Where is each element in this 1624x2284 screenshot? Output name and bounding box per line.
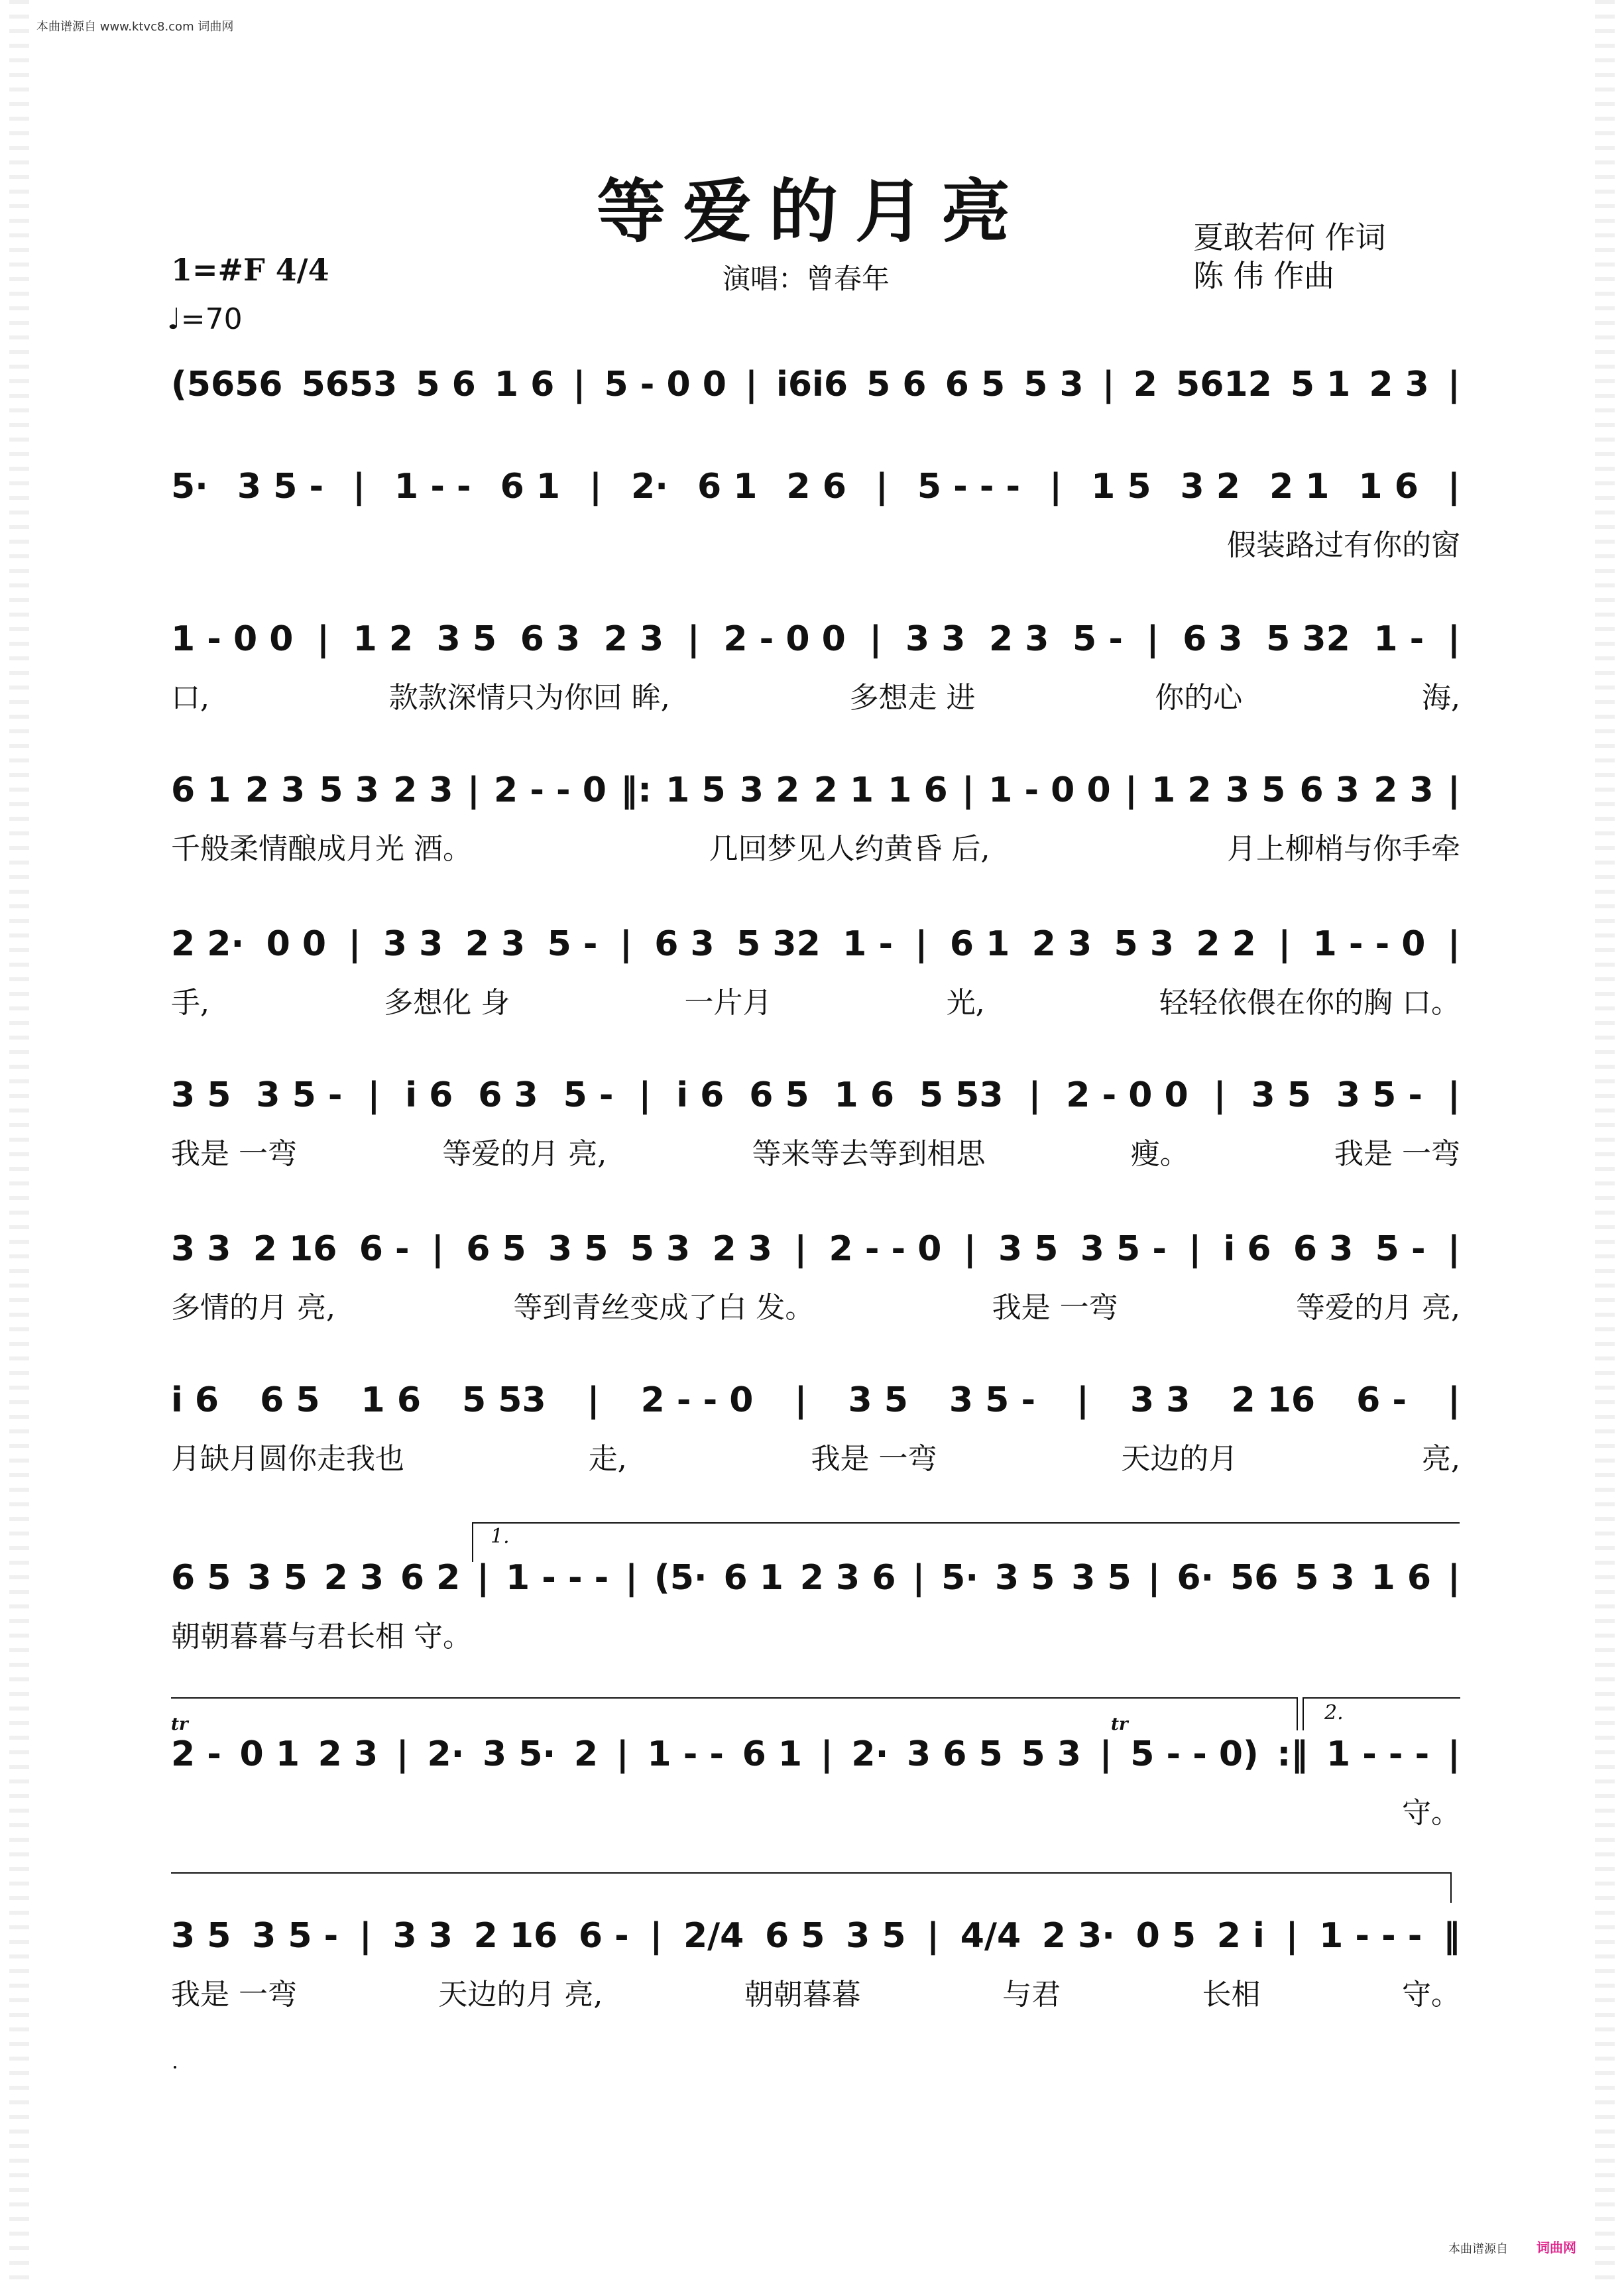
- lyric-segment: 走,: [588, 1442, 627, 1476]
- note-group: 5 32: [736, 924, 821, 964]
- song-title: 等爱的月亮: [596, 170, 1027, 252]
- barline: |: [625, 1558, 638, 1598]
- note-group: 3 5: [998, 1229, 1059, 1269]
- note-group: (5·: [654, 1558, 707, 1598]
- lyric-segment: 守。: [1402, 1796, 1460, 1830]
- note-group: 2 3 6: [799, 1558, 896, 1598]
- footer-brand-link[interactable]: 词曲网: [1537, 2240, 1576, 2255]
- note-group: 2 - - 0: [494, 770, 607, 810]
- barline: |: [348, 924, 361, 964]
- note-group: 6 3: [478, 1075, 538, 1115]
- barline: |: [589, 467, 603, 507]
- barline: |: [915, 924, 928, 964]
- note-group: 2·: [427, 1734, 465, 1774]
- note-group: 2/4: [683, 1916, 744, 1956]
- note-group: i6i6: [776, 365, 848, 404]
- lyrics-row: [171, 979, 1460, 1021]
- lyrics-row: [171, 419, 1460, 461]
- composer-credit: 陈 伟 作曲: [1193, 258, 1335, 294]
- note-group: 1 - - -: [1319, 1916, 1422, 1956]
- note-group: 1 6: [1358, 467, 1419, 507]
- note-group: 2·: [631, 467, 668, 507]
- note-group: 6 5: [466, 1229, 526, 1269]
- note-group: 3 5·: [483, 1734, 556, 1774]
- note-group: 1 2: [1151, 770, 1212, 810]
- barline: |: [794, 1380, 807, 1420]
- barline: |: [1447, 619, 1460, 659]
- barline: |: [687, 619, 700, 659]
- lyrics-row: [171, 1284, 1460, 1326]
- note-group: 2 6: [786, 467, 846, 507]
- barline: :‖: [1277, 1734, 1308, 1774]
- note-group: 2 3: [323, 1558, 384, 1598]
- note-group: 6 -: [578, 1916, 629, 1956]
- barline: ‖: [1442, 1916, 1460, 1956]
- trill-mark: tr: [171, 1714, 188, 1734]
- lyric-segment: 我是 一弯: [1334, 1137, 1460, 1171]
- note-group: 1 5: [1091, 467, 1151, 507]
- lyric-segment: 朝朝暮暮与君长相 守。: [171, 1620, 472, 1653]
- note-group: 3 2: [739, 770, 800, 810]
- score-line-6: [171, 1069, 1460, 1201]
- note-group: 5612: [1176, 365, 1272, 404]
- lyric-segment: 月缺月圆你走我也: [171, 1442, 404, 1476]
- note-group: 6 5: [764, 1916, 825, 1956]
- lyric-segment: 千般柔情酿成月光 酒。: [171, 832, 472, 866]
- tempo-marking: ♩=70: [167, 302, 243, 336]
- note-group: 3 5: [171, 1075, 231, 1115]
- volta-2-label: 2.: [1324, 1701, 1344, 1724]
- note-group: 3 5: [436, 619, 497, 659]
- barline: |: [1102, 365, 1115, 404]
- note-group: 6 5: [171, 1558, 231, 1598]
- note-group: 1 - 0 0: [171, 619, 294, 659]
- note-group: 2 3: [1369, 365, 1429, 404]
- note-group: 2 3: [465, 924, 526, 964]
- notes-row: [171, 1374, 1460, 1427]
- note-group: 2 3·: [1041, 1916, 1116, 1956]
- notes-row: [171, 613, 1460, 666]
- score-line-10: [171, 1728, 1460, 1860]
- lyric-segment: 一片月: [684, 986, 772, 1020]
- note-group: 3 5: [1251, 1075, 1311, 1115]
- barline: |: [875, 467, 888, 507]
- notes-row: [171, 460, 1460, 513]
- barline: |: [1285, 1916, 1299, 1956]
- note-group: 56: [1230, 1558, 1279, 1598]
- note-group: 3 5: [247, 1558, 308, 1598]
- note-group: 2 - 0 0: [1066, 1075, 1189, 1115]
- lyric-segment: 天边的月 亮,: [438, 1978, 603, 2012]
- barline: |: [317, 619, 330, 659]
- lyric-segment: 手,: [171, 986, 209, 1020]
- note-group: 5 3: [1021, 1734, 1081, 1774]
- note-group: 6 3: [1183, 619, 1243, 659]
- note-group: 3 6 5: [907, 1734, 1003, 1774]
- note-group: 0 1: [239, 1734, 300, 1774]
- note-group: 2 2·: [171, 924, 245, 964]
- note-group: 3 3: [171, 1229, 231, 1269]
- barline: |: [359, 1916, 372, 1956]
- barline: |: [1028, 1075, 1041, 1115]
- note-group: 5 3: [319, 770, 379, 810]
- note-group: 6 1: [500, 467, 561, 507]
- lyric-segment: 假装路过有你的窗: [1227, 528, 1460, 562]
- barline: |: [927, 1916, 940, 1956]
- volta-1-end-mark: [1297, 1697, 1298, 1730]
- note-group: 5 3: [630, 1229, 691, 1269]
- note-group: 5 1: [1290, 365, 1351, 404]
- note-group: 2 16: [473, 1916, 558, 1956]
- note-group: 5·: [171, 467, 208, 507]
- note-group: 3 5: [994, 1558, 1055, 1598]
- note-group: 1 - -: [394, 467, 471, 507]
- lyric-segment: 多想化 身: [384, 986, 510, 1020]
- note-group: 3 3: [382, 924, 443, 964]
- lyrics-row: [171, 674, 1460, 716]
- note-group: 5 - 0 0: [604, 365, 726, 404]
- note-group: 2 3: [603, 619, 664, 659]
- note-group: i 6: [171, 1380, 219, 1420]
- barline: |: [744, 365, 758, 404]
- page-right-edge-decoration: [1595, 0, 1615, 2284]
- note-group: 5 -: [547, 924, 598, 964]
- note-group: 2 - 0 0: [723, 619, 846, 659]
- note-group: 2: [573, 1734, 599, 1774]
- barline: |: [794, 1229, 807, 1269]
- note-group: 4/4: [960, 1916, 1021, 1956]
- lyric-segment: 我是 一弯: [811, 1442, 937, 1476]
- footer-source: 本曲谱源自: [1448, 2242, 1508, 2256]
- note-group: 2 3: [245, 770, 306, 810]
- trill-mark-2: tr: [1111, 1714, 1128, 1734]
- lyric-segment: 多情的月 亮,: [171, 1291, 335, 1325]
- barline: |: [477, 1558, 490, 1598]
- note-group: 3 5 -: [256, 1075, 343, 1115]
- barline: |: [573, 365, 586, 404]
- note-group: 1 - 0 0: [988, 770, 1111, 810]
- barline: |: [1447, 924, 1460, 964]
- barline: |: [431, 1229, 444, 1269]
- note-group: 6 3: [1293, 1229, 1354, 1269]
- notes-row: [171, 1551, 1460, 1604]
- score-line-7: [171, 1223, 1460, 1355]
- note-group: 5 6: [416, 365, 476, 404]
- lyrics-row: [171, 1970, 1460, 2013]
- lyric-segment: 款款深情只为你回 眸,: [388, 681, 670, 715]
- note-group: 3 5 -: [1080, 1229, 1167, 1269]
- note-group: 3 5 -: [1336, 1075, 1422, 1115]
- note-group: 3 5 -: [252, 1916, 339, 1956]
- lyric-segment: 朝朝暮暮: [744, 1978, 861, 2012]
- note-group: 3 5: [846, 1916, 906, 1956]
- note-group: 2 16: [253, 1229, 337, 1269]
- lyric-segment: 光,: [946, 986, 985, 1020]
- barline: |: [1213, 1075, 1226, 1115]
- lyric-segment: 等来等去等到相思: [752, 1137, 986, 1171]
- note-group: 2: [1133, 365, 1157, 404]
- lyric-segment: 我是 一弯: [171, 1137, 297, 1171]
- note-group: 1 - - -: [1326, 1734, 1430, 1774]
- score-line-3: [171, 613, 1460, 745]
- score-line-9: [171, 1551, 1460, 1684]
- note-group: 0 5: [1135, 1916, 1196, 1956]
- barline: |: [638, 1075, 652, 1115]
- note-group: 2 3: [393, 770, 453, 810]
- lyric-segment: 瘦。: [1130, 1137, 1189, 1171]
- note-group: 5 -: [563, 1075, 614, 1115]
- note-group: (5656: [171, 365, 283, 404]
- lyric-segment: 长相: [1202, 1978, 1261, 2012]
- lyric-segment: 等爱的月 亮,: [1296, 1291, 1460, 1325]
- barline: ‖:: [620, 770, 652, 810]
- volta-1-bracket: [472, 1522, 1460, 1524]
- notes-row: [171, 1069, 1460, 1122]
- notes-row: [171, 358, 1460, 411]
- barline: |: [1146, 619, 1159, 659]
- note-group: 6 2: [400, 1558, 461, 1598]
- key-signature: 1=#F 4/4: [171, 252, 329, 288]
- note-group: 1 6: [361, 1380, 422, 1420]
- lyric-segment: 天边的月: [1121, 1442, 1238, 1476]
- lyric-segment: 等到青丝变成了白 发。: [513, 1291, 815, 1325]
- score-line-2: [171, 460, 1460, 593]
- barline: |: [1447, 1380, 1460, 1420]
- barline: |: [1147, 1558, 1161, 1598]
- note-group: 2 2: [1196, 924, 1256, 964]
- barline: |: [1447, 1229, 1460, 1269]
- note-group: 6 5: [749, 1075, 809, 1115]
- note-group: 6 -: [1356, 1380, 1407, 1420]
- note-group: 5653: [301, 365, 398, 404]
- note-group: 3 5: [1225, 770, 1286, 810]
- note-group: 0 0: [266, 924, 327, 964]
- barline: |: [367, 1075, 380, 1115]
- note-group: 2 3: [1373, 770, 1434, 810]
- note-group: i 6: [1223, 1229, 1271, 1269]
- note-group: 3 5 -: [237, 467, 324, 507]
- barline: |: [1076, 1380, 1090, 1420]
- note-group: 2 3: [1031, 924, 1092, 964]
- note-group: 5·: [941, 1558, 979, 1598]
- barline: |: [1124, 770, 1137, 810]
- note-group: 5 - - 0): [1130, 1734, 1259, 1774]
- note-group: 6 1: [697, 467, 758, 507]
- volta-1-continuation: [171, 1697, 1298, 1699]
- barline: |: [587, 1380, 600, 1420]
- note-group: 5 53: [919, 1075, 1004, 1115]
- note-group: 2 3: [318, 1734, 378, 1774]
- note-group: 1 - - -: [506, 1558, 609, 1598]
- note-group: 2 1: [813, 770, 874, 810]
- lyric-segment: 轻轻依偎在你的胸 口。: [1159, 986, 1460, 1020]
- final-bracket-end-mark: [1450, 1872, 1452, 1903]
- lyrics-row: [171, 1612, 1460, 1655]
- singer-credit: 演唱：曾春年: [723, 263, 890, 295]
- note-group: 6 1: [171, 770, 231, 810]
- note-group: 1 2: [353, 619, 414, 659]
- note-group: i 6: [676, 1075, 725, 1115]
- note-group: 3 5: [548, 1229, 609, 1269]
- note-group: 1 6: [1371, 1558, 1432, 1598]
- lyric-segment: 海,: [1421, 681, 1460, 715]
- volta-1-label: 1.: [491, 1525, 510, 1548]
- lyric-segment: 等爱的月 亮,: [442, 1137, 607, 1171]
- note-group: 2 1: [1269, 467, 1330, 507]
- barline: |: [1278, 924, 1291, 964]
- note-group: 3 5 -: [949, 1380, 1036, 1420]
- note-group: 6 3: [520, 619, 581, 659]
- notes-row: [171, 918, 1460, 971]
- note-group: 5 6: [866, 365, 927, 404]
- note-group: 6 3: [654, 924, 715, 964]
- note-group: 2 3: [989, 619, 1049, 659]
- lyric-segment: 我是 一弯: [992, 1291, 1118, 1325]
- note-group: 6 5: [945, 365, 1006, 404]
- note-group: 3 3: [905, 619, 966, 659]
- note-group: 5 3: [1295, 1558, 1355, 1598]
- note-group: 5 -: [1375, 1229, 1426, 1269]
- note-group: 3 3: [392, 1916, 453, 1956]
- lyric-segment: 几回梦见人约黄昏 后,: [709, 832, 990, 866]
- notes-row: [171, 764, 1460, 817]
- barline: |: [963, 1229, 976, 1269]
- lyric-segment: 我是 一弯: [171, 1978, 297, 2012]
- lyrics-row: [171, 1789, 1460, 1831]
- note-group: 6 5: [260, 1380, 320, 1420]
- barline: |: [1049, 467, 1063, 507]
- note-group: 2 - - 0: [640, 1380, 754, 1420]
- note-group: 5 3: [1023, 365, 1084, 404]
- barline: |: [1447, 365, 1460, 404]
- note-group: 6·: [1177, 1558, 1214, 1598]
- lyricist-credit: 夏敢若何 作词: [1193, 219, 1386, 255]
- lyric-segment: 多想走 进: [849, 681, 976, 715]
- lyric-segment: 守。: [1401, 1978, 1460, 2012]
- note-group: 2 3: [712, 1229, 772, 1269]
- notes-row: [171, 1909, 1460, 1962]
- score-line-11: [171, 1909, 1460, 2042]
- note-group: 1 -: [1373, 619, 1424, 659]
- barline: |: [396, 1734, 409, 1774]
- lyrics-row: [171, 825, 1460, 867]
- barline: |: [820, 1734, 833, 1774]
- volta-2-bracket: [1303, 1697, 1460, 1699]
- score-line-8: [171, 1374, 1460, 1506]
- final-bracket-line: [171, 1872, 1452, 1874]
- note-group: 3 5: [1071, 1558, 1131, 1598]
- note-group: 6 1: [742, 1734, 803, 1774]
- volta-2-start-mark: [1303, 1697, 1304, 1730]
- barline: |: [961, 770, 974, 810]
- note-group: 2 16: [1231, 1380, 1316, 1420]
- note-group: 2·: [851, 1734, 889, 1774]
- note-group: 3 5: [171, 1916, 231, 1956]
- note-group: 1 - - 0: [1312, 924, 1426, 964]
- note-group: 3 5: [848, 1380, 908, 1420]
- barline: |: [650, 1916, 663, 1956]
- barline: |: [1447, 1734, 1460, 1774]
- page-left-edge-decoration: [9, 0, 29, 2284]
- lyric-segment: 亮,: [1422, 1442, 1460, 1476]
- barline: |: [467, 770, 480, 810]
- barline: |: [1099, 1734, 1112, 1774]
- lyric-segment: 月上柳梢与你手牵: [1226, 832, 1460, 866]
- note-group: 5 3: [1114, 924, 1174, 964]
- lyric-segment: 与君: [1002, 1978, 1061, 2012]
- note-group: 2 - - 0: [829, 1229, 942, 1269]
- lyrics-row: [171, 1130, 1460, 1172]
- barline: |: [1447, 1075, 1460, 1115]
- score-line-4: [171, 764, 1460, 896]
- barline: |: [1447, 1558, 1460, 1598]
- note-group: 1 5: [666, 770, 726, 810]
- note-group: 2 i: [1216, 1916, 1265, 1956]
- note-group: 6 1: [949, 924, 1010, 964]
- note-group: 5 -: [1073, 619, 1123, 659]
- note-group: 1 6: [834, 1075, 894, 1115]
- note-group: 1 6: [888, 770, 948, 810]
- barline: |: [616, 1734, 629, 1774]
- note-group: 6 -: [359, 1229, 410, 1269]
- notes-row: [171, 1223, 1460, 1276]
- barline: |: [1189, 1229, 1202, 1269]
- barline: |: [1447, 467, 1460, 507]
- stray-dot: [174, 2066, 176, 2069]
- barline: |: [1447, 770, 1460, 810]
- lyrics-row: [171, 1435, 1460, 1477]
- barline: |: [619, 924, 632, 964]
- note-group: i 6: [405, 1075, 453, 1115]
- note-group: 1 6: [494, 365, 555, 404]
- note-group: 6 3: [1299, 770, 1360, 810]
- lyrics-row: [171, 521, 1460, 564]
- site-header: 本曲谱源自 www.ktvc8.com 词曲网: [36, 20, 234, 34]
- note-group: 3 3: [1130, 1380, 1190, 1420]
- note-group: 1 -: [842, 924, 894, 964]
- barline: |: [912, 1558, 925, 1598]
- barline: |: [353, 467, 366, 507]
- note-group: 5 - - -: [917, 467, 1021, 507]
- note-group: 1 - -: [647, 1734, 724, 1774]
- note-group: 5 53: [462, 1380, 546, 1420]
- lyric-segment: 你的心: [1155, 681, 1243, 715]
- barline: |: [869, 619, 882, 659]
- note-group: 2 -: [171, 1734, 221, 1774]
- lyric-segment: 口,: [171, 681, 209, 715]
- score-line-5: [171, 918, 1460, 1050]
- note-group: 3 2: [1180, 467, 1240, 507]
- note-group: 5 32: [1266, 619, 1350, 659]
- note-group: 6 1: [723, 1558, 783, 1598]
- notes-row: [171, 1728, 1460, 1781]
